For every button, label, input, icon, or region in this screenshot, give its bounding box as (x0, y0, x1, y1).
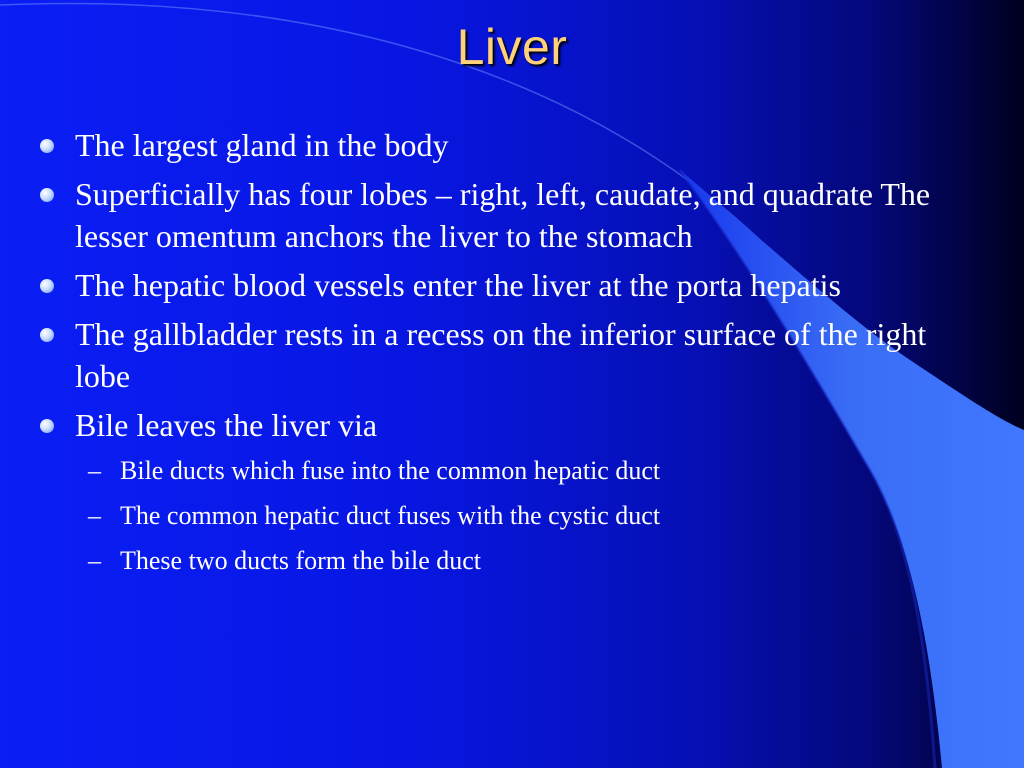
sub-bullet-item (36, 543, 966, 579)
bullet-text: The largest gland in the body (75, 127, 449, 163)
dash-icon: – (88, 546, 101, 575)
sub-bullet-item (36, 453, 966, 489)
dash-icon: – (88, 456, 101, 485)
sub-bullet-text: The common hepatic duct fuses with the cystic duct (120, 501, 661, 530)
bullet-item (36, 313, 966, 397)
bullet-item (36, 264, 966, 306)
bullet-text: The hepatic blood vessels enter the liver at the porta hepatis (75, 267, 841, 303)
bullet-text: Bile leaves the liver via (75, 407, 378, 443)
bullet-dot-icon (40, 139, 54, 153)
bullet-text: The gallbladder rests in a recess on the inferior surface of the right lobe (75, 316, 927, 394)
bullet-dot-icon (40, 328, 54, 342)
slide-title: Liver (456, 19, 568, 75)
sub-bullet-text: These two ducts form the bile duct (120, 546, 482, 575)
bullet-dot-icon (40, 419, 54, 433)
bullet-list (36, 124, 966, 588)
bullet-dot-icon (40, 188, 54, 202)
dash-icon: – (88, 501, 101, 530)
bullet-item (36, 404, 966, 446)
bullet-dot-icon (40, 279, 54, 293)
sub-bullet-item (36, 498, 966, 534)
bullet-text: Superficially has four lobes – right, left, caudate, and quadrate The lesser omentum anchors the liver to the stomach (75, 176, 931, 254)
sub-bullet-text: Bile ducts which fuse into the common hepatic duct (120, 456, 661, 485)
bullet-item (36, 173, 966, 257)
bullet-item (36, 124, 966, 166)
